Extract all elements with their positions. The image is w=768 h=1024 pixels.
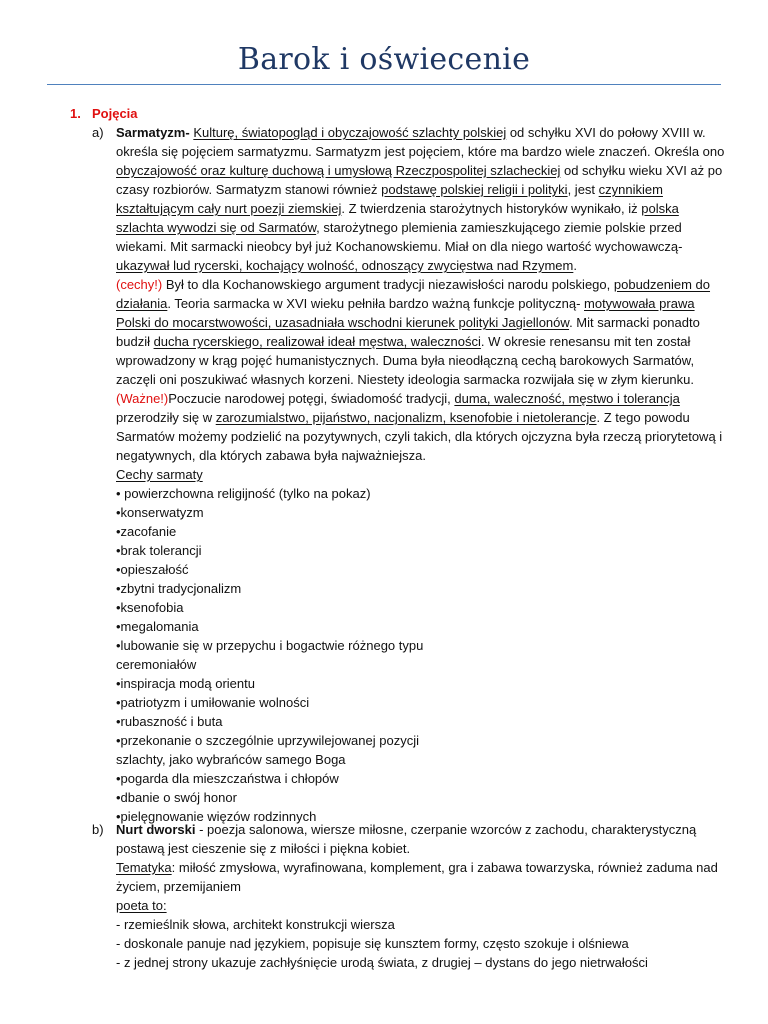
- underlined-phrase: motywowała prawa Polski do mocarstwowości, uzasadniała wschodni kierunek polityki Jagiellonów: [116, 296, 695, 330]
- text-span: od schyłku wieku XVI aż po czasy rozbiorów. Sarmatyzm stanowi również: [116, 163, 723, 197]
- list-item: •dbanie o swój honor: [116, 790, 237, 805]
- text-span: , jest: [567, 182, 599, 197]
- paragraph-nurt-dworski: [116, 820, 728, 858]
- text-span: .: [573, 258, 577, 273]
- tematyka-label: Tematyka: [116, 860, 172, 875]
- section-heading: [70, 104, 138, 123]
- poeta-label: poeta to:: [116, 898, 167, 913]
- underlined-phrase: duma, waleczność, męstwo i tolerancja: [454, 391, 680, 406]
- text-span: . Z twierdzenia starożytnych historyków wynikało, iż: [341, 201, 642, 216]
- cechy-list: [116, 484, 461, 826]
- list-heading: [116, 465, 728, 484]
- paragraph-tematyka: [116, 858, 728, 896]
- text-span: Był to dla Kochanowskiego argument tradycji niezawisłości narodu polskiego,: [162, 277, 614, 292]
- text-span: . Mit sarmacki ponadto budził: [116, 315, 700, 349]
- list-item: •pogarda dla mieszczaństwa i chłopów: [116, 771, 339, 786]
- text-span: od schyłku XVI do połowy XVIII w. określa się pojęciem sarmatyzmu. Sarmatyzm jest pojęciem, które ma bardzo wiele znaczeń. Określa ono: [116, 125, 725, 159]
- list-item: •przekonanie o szczególnie uprzywilejowanej pozycji szlachty, jako wybrańców samego Boga: [116, 733, 419, 767]
- paragraph-definition: [116, 123, 728, 275]
- text-span: Poczucie narodowej potęgi, świadomość tradycji,: [168, 391, 455, 406]
- underlined-phrase: polska szlachta wywodzi się od Sarmatów: [116, 201, 679, 235]
- list-item: •zacofanie: [116, 524, 177, 539]
- list-item: •patriotyzm i umiłowanie wolności: [116, 695, 310, 710]
- poeta-list: [116, 915, 728, 972]
- paragraph-cechy: [116, 275, 728, 389]
- list-item: •opieszałość: [116, 562, 189, 577]
- text-span: . Z tego powodu Sarmatów możemy podzielić na pozytywnych, czyli takich, dla których ojczyzna była rzeczą priorytetową i negatywnych, dla których zabawa była najważniejsza.: [116, 410, 723, 463]
- list-item: •zbytni tradycjonalizm: [116, 581, 242, 596]
- list-item: •lubowanie się w przepychu i bogactwie różnego typu ceremoniałów: [116, 638, 424, 672]
- list-item: •brak tolerancji: [116, 543, 202, 558]
- note-wazne: (Ważne!): [116, 391, 169, 406]
- paragraph-wazne: [116, 389, 728, 465]
- text-span: - poezja salonowa, wiersze miłosne, czerpanie wzorców z zachodu, charakterystyczną postawą jest cieszenie się z miłości i piękna kobiet.: [116, 822, 697, 856]
- list-item: - z jednej strony ukazuje zachłyśnięcie urodą świata, z drugiej – dystans do jego nietrwałości: [116, 955, 648, 970]
- text-span: : miłość zmysłowa, wyrafinowana, komplement, gra i zabawa towarzyska, również zaduma nad życiem, przemijaniem: [116, 860, 718, 894]
- list-item: •inspiracja modą orientu: [116, 676, 255, 691]
- section-number: 1.: [70, 106, 81, 121]
- page-title: Barok i oświecenie: [237, 42, 531, 77]
- list-item: •rubaszność i buta: [116, 714, 223, 729]
- underlined-phrase: obyczajowość oraz kulturę duchową i umysłową Rzeczpospolitej szlacheckiej: [116, 163, 561, 178]
- text-span: przerodziły się w: [116, 410, 216, 425]
- item-nurt-dworski: [92, 820, 728, 972]
- underlined-phrase: zarozumialstwo, pijaństwo, nacjonalizm, ksenofobie i nietolerancje: [215, 410, 597, 425]
- list-item: - rzemieślnik słowa, architekt konstrukcji wiersza: [116, 917, 395, 932]
- underlined-phrase: ukazywał lud rycerski, kochający wolność, odnoszący zwycięstwa nad Rzymem: [116, 258, 574, 273]
- underlined-phrase: ducha rycerskiego, realizował ideał męstwa, waleczności: [153, 334, 481, 349]
- text-span: . W okresie renesansu mit ten został wprowadzony w krąg pojęć humanistycznych. Duma była nieodłączną cechą barokowych Sarmatów, zaczęli oni poszukiwać własnych korzeni. Niestety ideologia sarmacka rozwijała się w złym kierunku.: [116, 334, 695, 387]
- text-span: , starożytnego plemienia zamieszkującego ziemie polskie przed wiekami. Mit sarmacki nieobcy był już Kochanowskiemu. Miał on dla niego wartość wychowawczą-: [116, 220, 683, 254]
- note-cechy: (cechy!): [116, 277, 163, 292]
- underlined-phrase: czynnikiem kształtującym cały nurt poezji ziemskiej: [116, 182, 663, 216]
- term-dash: -: [185, 125, 194, 140]
- list-item: •konserwatyzm: [116, 505, 204, 520]
- list-heading-text: Cechy sarmaty: [116, 467, 203, 482]
- item-marker: a): [92, 125, 104, 140]
- section-label: Pojęcia: [92, 106, 138, 121]
- list-item: •pielęgnowanie więzów rodzinnych: [116, 809, 317, 824]
- list-item: •ksenofobia: [116, 600, 184, 615]
- poeta-heading: [116, 896, 728, 915]
- list-item: • powierzchowna religijność (tylko na pokaz): [116, 486, 371, 501]
- underlined-phrase: Kulturę, światopogląd i obyczajowość szlachty polskiej: [193, 125, 507, 140]
- term-nurt-dworski: Nurt dworski: [116, 822, 196, 837]
- list-item: •megalomania: [116, 619, 199, 634]
- item-sarmatyzm: [92, 123, 728, 826]
- term-sarmatyzm: Sarmatyzm: [116, 125, 186, 140]
- title-divider: [47, 84, 721, 85]
- underlined-phrase: podstawę polskiej religii i polityki: [381, 182, 568, 197]
- text-span: . Teoria sarmacka w XVI wieku pełniła bardzo ważną funkcje polityczną-: [167, 296, 585, 311]
- list-item: - doskonale panuje nad językiem, popisuje się kunsztem formy, często szokuje i olśniewa: [116, 936, 629, 951]
- underlined-phrase: pobudzeniem do działania: [116, 277, 711, 311]
- item-marker: b): [92, 822, 104, 837]
